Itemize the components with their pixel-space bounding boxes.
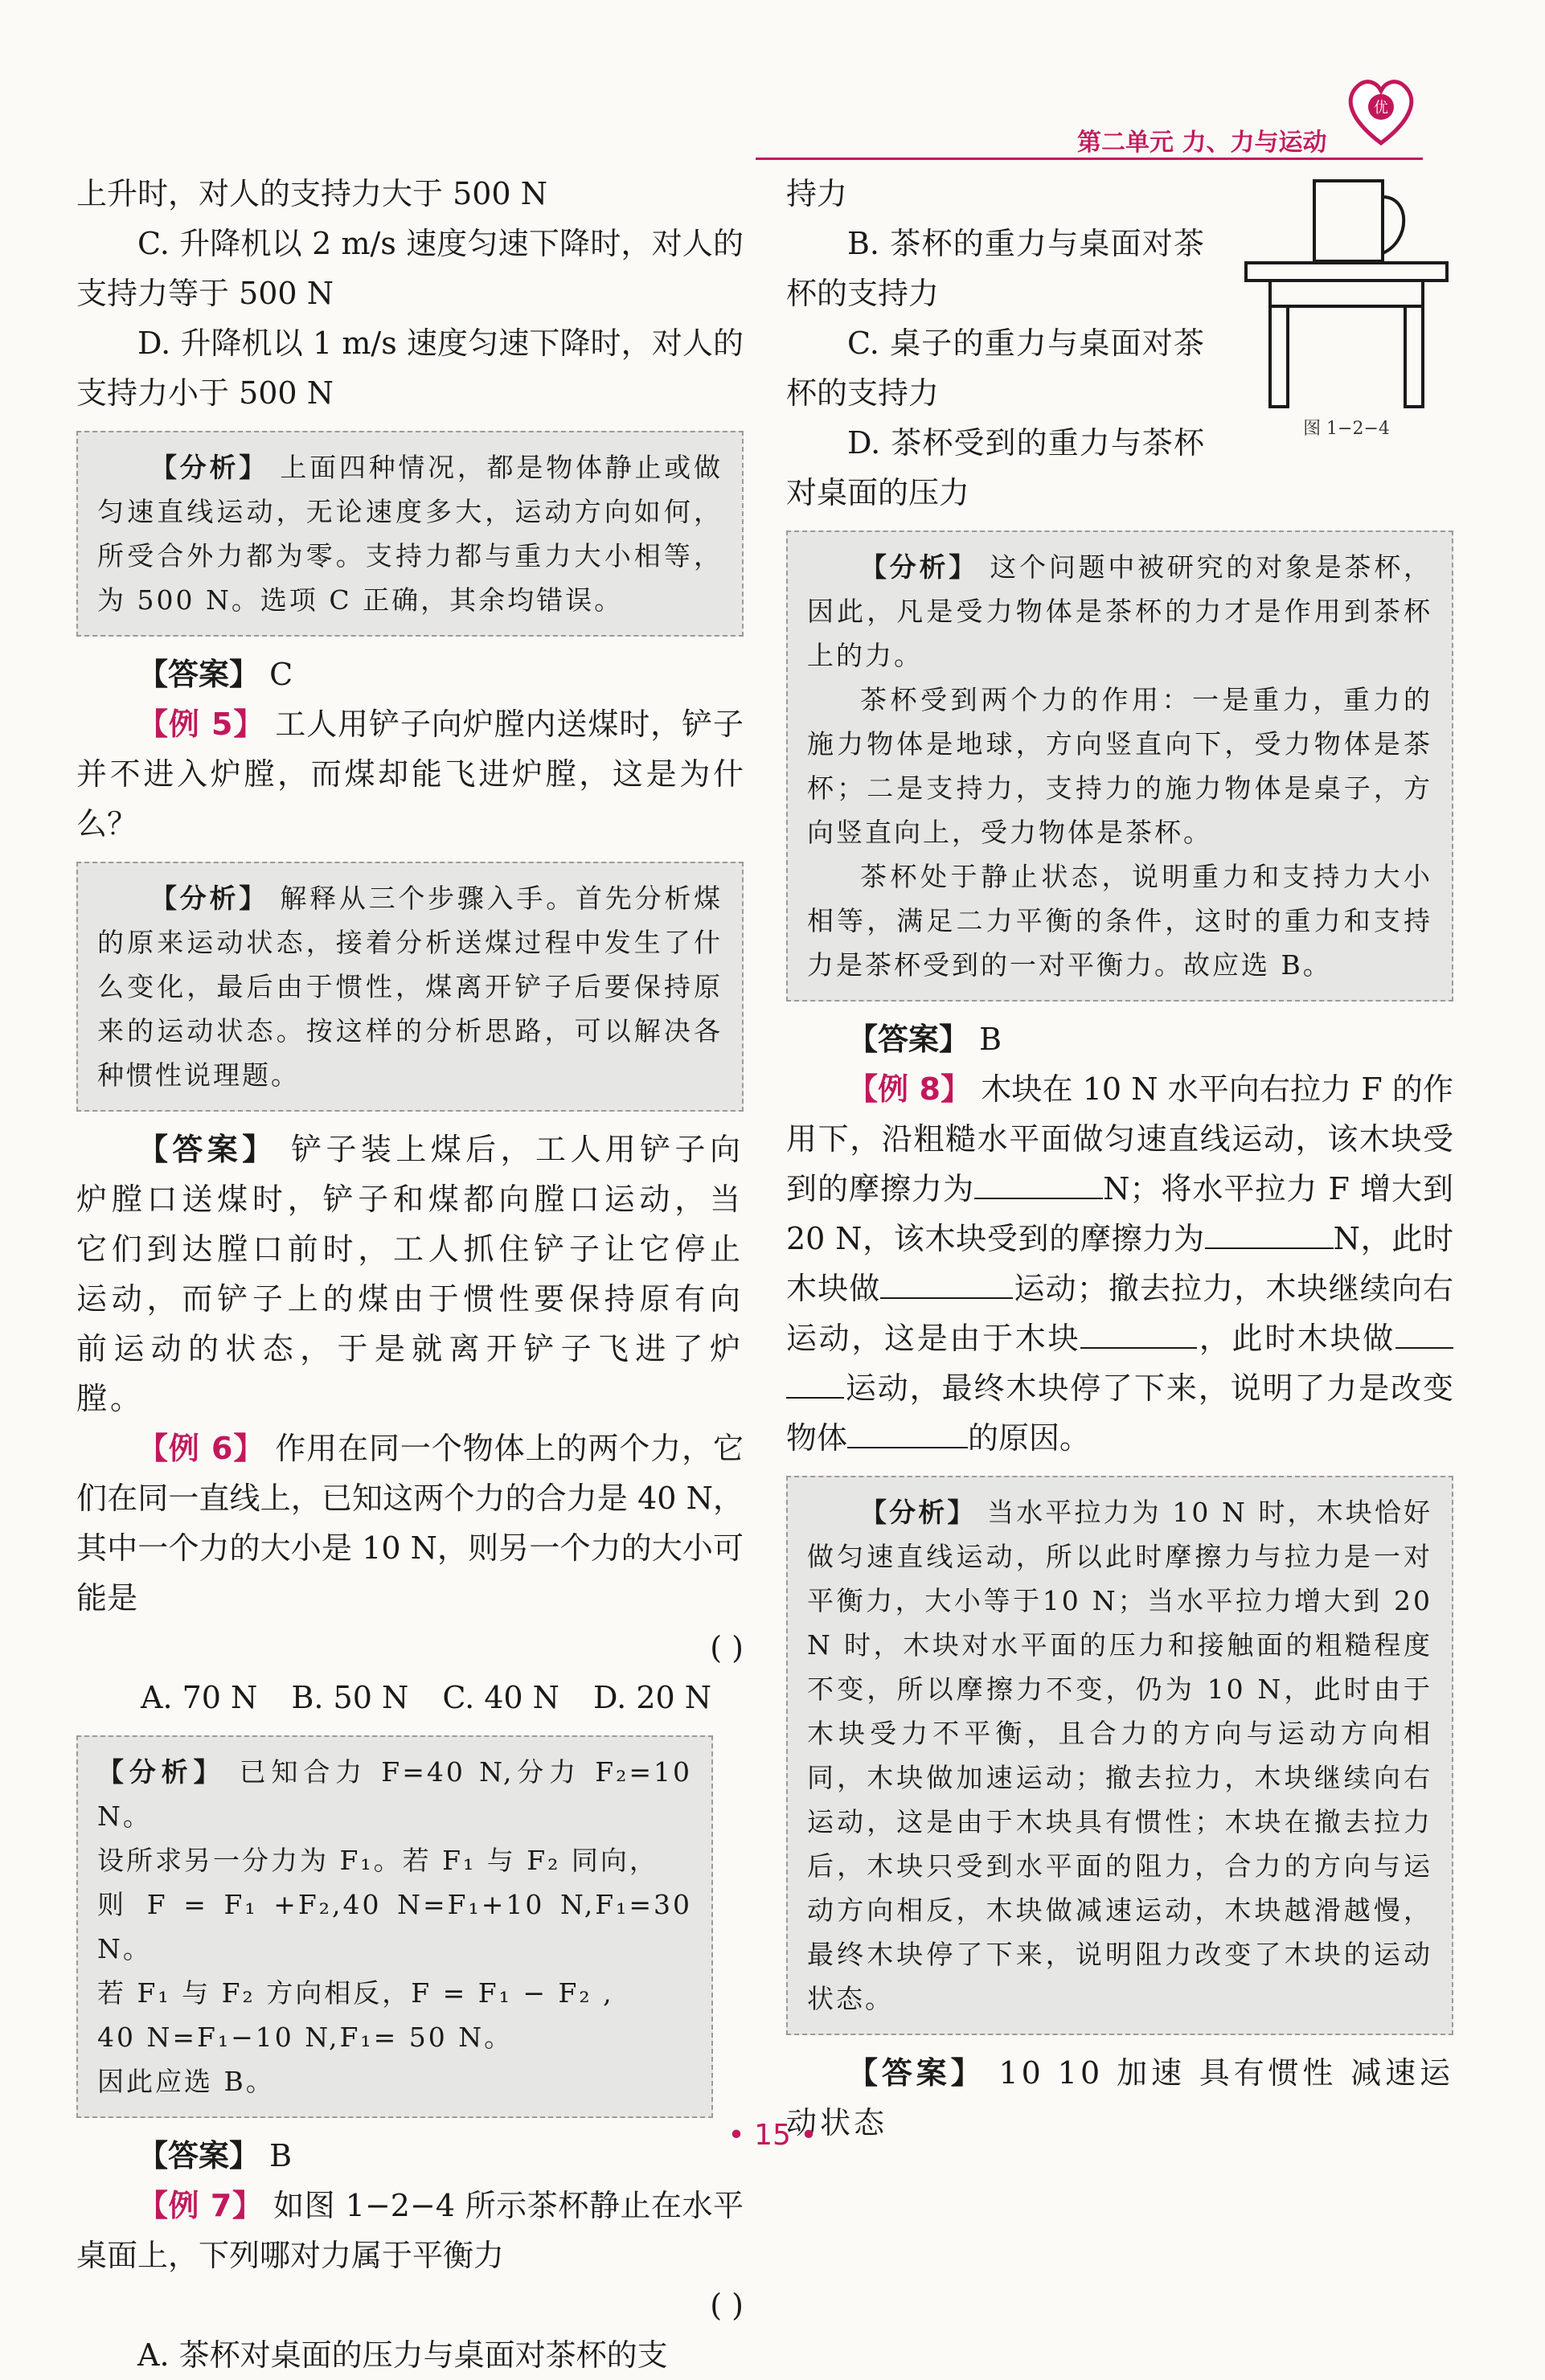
analysis-line: 则 F = F₁ +F₂,40 N=F₁+10 N,F₁=30 N。: [97, 1889, 692, 1964]
option-d: D. 茶杯受到的重力与茶杯对桌面的压力: [786, 425, 1204, 510]
answer-text: C: [269, 657, 293, 692]
analysis-box-5: [76, 862, 744, 1112]
answer-text: B: [269, 2138, 293, 2173]
fill-blank[interactable]: [880, 1268, 1013, 1299]
fill-blank[interactable]: [974, 1169, 1103, 1199]
option-a: A. 茶杯对桌面的压力与桌面对茶杯的支: [137, 2337, 668, 2373]
analysis-line: 设所求另一分力为 F₁。若 F₁ 与 F₂ 同向，: [97, 1845, 658, 1876]
analysis-label: 【分析】: [860, 1497, 977, 1528]
analysis-line: 40 N=F₁−10 N,F₁= 50 N。: [97, 2022, 514, 2053]
example-6-label: 【例 6】: [137, 1431, 265, 1466]
analysis-label: 【分析】: [97, 1756, 226, 1788]
answer-label: 【答案】: [137, 1132, 277, 1167]
example-7-text: 如图 1−2−4 所示茶杯静止在水平桌面上，下列哪对力属于平衡力: [76, 2188, 744, 2273]
analysis-label: 【分析】: [860, 551, 979, 583]
answer-text: 铲子装上煤后，工人用铲子向炉膛口送煤时，铲子和煤都向膛口运动，当它们到达膛口前时，工人抓住铲子让它停止运动，而铲子上的煤由于惯性要保持原有向前运动的状态，于是就离开铲子飞进了炉膛。: [76, 1132, 744, 1416]
example-8-text: 运动，最终木块停了下来，说明了力是改变物体: [786, 1370, 1453, 1456]
left-column: [76, 169, 744, 2380]
example-6-options: [76, 1673, 744, 1723]
analysis-text: 当水平拉力为 10 N 时，木块恰好做匀速直线运动，所以此时摩擦力与拉力是一对平衡力，大小等于10 N；当水平拉力增大到 20 N 时，木块对水平面的压力和接触面的粗糙程度不变，所以摩擦力不变，仍为 10 N，此时由于木块受力不平衡，且合力的方向与运动方向相同，木块做加速运动；撤去拉力，木块继续向右运动，这是由于木块具有惯性；木块在撤去拉力后，木块只受到水平面的阻力，合力的方向与运动方向相反，木块做减速运动，木块越滑越慢，最终木块停了下来，说明阻力改变了木块的运动状态。: [807, 1497, 1433, 2014]
answer-text: 10 10 加速 具有惯性 减速运动状态: [786, 2055, 1453, 2140]
answer-label: 【答案】: [847, 2055, 986, 2091]
publisher-logo-icon: [1341, 71, 1421, 151]
answer-paren: ( ): [710, 1630, 744, 1665]
analysis-line: 若 F₁ 与 F₂ 方向相反，F = F₁ − F₂ ,: [97, 1977, 614, 2009]
option-b: B. 50 N: [291, 1680, 409, 1715]
option-d: D. 升降机以 1 m/s 速度匀速下降时，对人的支持力小于 500 N: [76, 326, 744, 411]
fill-blank[interactable]: [1080, 1318, 1197, 1349]
example-7-label: 【例 7】: [137, 2188, 264, 2223]
analysis-line: 已知合力 F=40 N,分力 F₂=10 N。: [97, 1756, 692, 1832]
example-8-text: ，此时木块做: [1197, 1321, 1395, 1356]
option-a-cont: 持力: [786, 176, 848, 211]
right-column: [786, 169, 1453, 2148]
answer-label: 【答案】: [137, 2138, 260, 2173]
svg-text:优: 优: [1374, 100, 1388, 117]
fill-blank[interactable]: [847, 1418, 968, 1448]
page-number: • 15 •: [727, 2119, 818, 2152]
option-c: C. 升降机以 2 m/s 速度匀速下降时，对人的支持力等于 500 N: [76, 226, 744, 311]
fill-blank[interactable]: [1205, 1219, 1334, 1249]
example-8-text: N；将水平拉力 F 增大到 20 N，该木块受到的摩擦力为: [786, 1171, 1453, 1256]
option-b: B. 茶杯的重力与桌面对茶杯的支持力: [786, 226, 1204, 311]
example-6-text: 作用在同一个物体上的两个力，它们在同一直线上，已知这两个力的合力是 40 N，其中一个力的大小是 10 N，则另一个力的大小可能是: [76, 1431, 744, 1616]
example-5-text: 工人用铲子向炉膛内送煤时，铲子并不进入炉膛，而煤却能飞进炉膛，这是为什么？: [76, 707, 744, 842]
option-c: C. 40 N: [442, 1680, 559, 1715]
analysis-text: 茶杯受到两个力的作用：一是重力，重力的施力物体是地球，方向竖直向下，受力物体是茶杯；二是支持力，支持力的施力物体是桌子，方向竖直向上，受力物体是茶杯。: [807, 684, 1432, 848]
analysis-text: 解释从三个步骤入手。首先分析煤的原来运动状态，接着分析送煤过程中发生了什么变化，最后由于惯性，煤离开铲子后要保持原来的运动状态。按这样的分析思路，可以解决各种惯性说理题。: [97, 883, 723, 1091]
header-divider: [756, 158, 1423, 160]
answer-label: 【答案】: [137, 657, 260, 692]
analysis-line: 因此应选 B。: [97, 2066, 275, 2097]
example-5-label: 【例 5】: [137, 707, 265, 742]
option-d: D. 20 N: [593, 1680, 711, 1715]
analysis-box-8: [786, 1476, 1453, 2035]
option-c: C. 桌子的重力与桌面对茶杯的支持力: [786, 326, 1204, 411]
example-8-text: 木块在 10 N 水平向右拉力 F 的作用下，沿粗糙水平面做匀速直线运动，该木块受到的摩擦力为: [786, 1071, 1453, 1206]
example-8-label: 【例 8】: [847, 1071, 972, 1107]
text-line: 上升时，对人的支持力大于 500 N: [76, 176, 547, 211]
analysis-text: 这个问题中被研究的对象是茶杯，因此，凡是受力物体是茶杯的力才是作用到茶杯上的力。: [807, 551, 1433, 671]
analysis-box-6: [76, 1735, 713, 2118]
answer-label: 【答案】: [847, 1022, 970, 1057]
analysis-label: 【分析】: [150, 883, 269, 914]
answer-text: B: [979, 1022, 1002, 1057]
example-8-text: 的原因。: [968, 1420, 1091, 1456]
fill-blank-cont[interactable]: [786, 1368, 844, 1399]
analysis-text: 上面四种情况，都是物体静止或做匀速直线运动，无论速度多大，运动方向如何，所受合外力都为零。支持力都与重力大小相等，为 500 N。选项 C 正确，其余均错误。: [97, 452, 723, 616]
figure-caption: 图 1−2−4: [1303, 419, 1390, 438]
analysis-text: 茶杯处于静止状态，说明重力和支持力大小相等，满足二力平衡的条件，这时的重力和支持力是茶杯受到的一对平衡力。故应选 B。: [807, 861, 1432, 981]
answer-paren: ( ): [710, 2288, 744, 2323]
analysis-box-4: [76, 431, 744, 637]
option-a: A. 70 N: [141, 1680, 258, 1715]
fill-blank[interactable]: [1395, 1318, 1453, 1349]
unit-title: 第二单元 力、力与运动: [1077, 129, 1327, 157]
analysis-box-7: [786, 530, 1453, 1002]
analysis-label: 【分析】: [150, 452, 269, 483]
example-8-text: 运动；撤去拉力，木块继续向右运动，这是由于木块: [786, 1271, 1453, 1356]
example-8-text: N，此时木块做: [786, 1221, 1453, 1306]
